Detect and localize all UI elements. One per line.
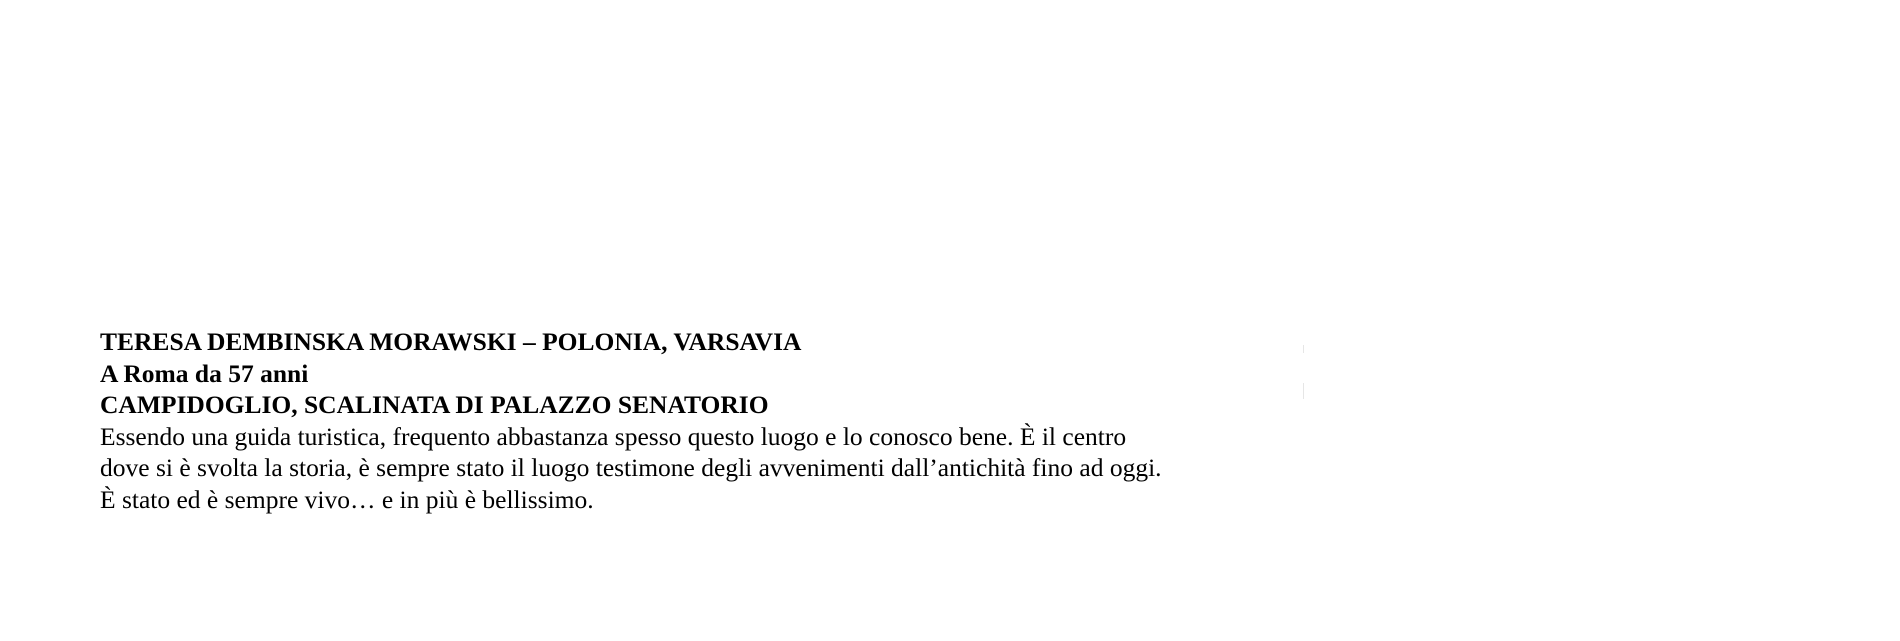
faint-scan-mark xyxy=(1303,383,1304,399)
faint-scan-mark xyxy=(1303,345,1304,353)
years-in-rome-heading: A Roma da 57 anni xyxy=(100,358,309,388)
description-paragraph: Essendo una guida turistica, frequento abbastanza spesso questo luogo e lo conosco bene. È il centro dove si è svolta la storia, è sempre stato il luogo testimone degli avvenimenti dall’antichità fino ad oggi. È stato ed è sempre vivo… e in più è bellissimo. xyxy=(100,421,1162,514)
person-name-heading: TERESA DEMBINSKA MORAWSKI – POLONIA, VARSAVIA xyxy=(100,327,802,356)
place-heading: CAMPIDOGLIO, SCALINATA DI PALAZZO SENATORIO xyxy=(100,390,769,419)
testimony-entry xyxy=(100,326,1200,515)
